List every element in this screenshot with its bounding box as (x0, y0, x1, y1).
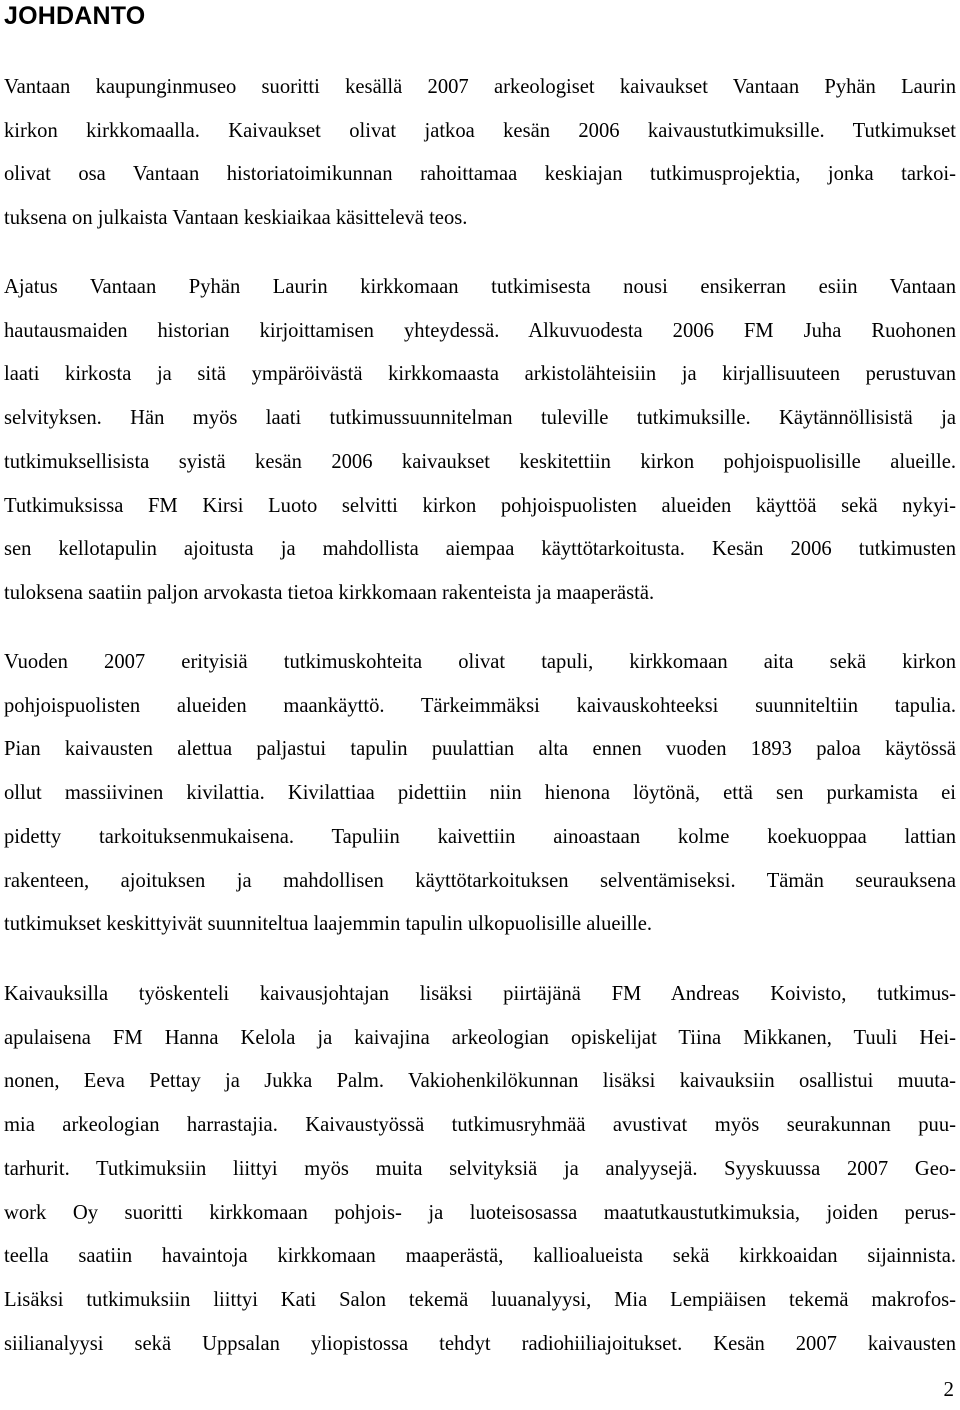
text-line: hautausmaiden historian kirjoittamisen yhteydessä. Alkuvuodesta 2006 FM Juha Ruohonen (4, 319, 956, 342)
text-line: teella saatiin havaintoja kirkkomaan maaperästä, kallioalueista sekä kirkkoaidan sijainnista. (4, 1245, 956, 1268)
document-page (4, 0, 956, 1410)
text-line: Lisäksi tutkimuksiin liittyi Kati Salon tekemä luuanalyysi, Mia Lempiäisen tekemä makrofos- (4, 1288, 956, 1311)
text-line: Vuoden 2007 erityisiä tutkimuskohteita olivat tapuli, kirkkomaan aita sekä kirkon (4, 651, 956, 673)
paragraph-intro (4, 66, 956, 241)
text-line: Vantaan kaupunginmuseo suoritti kesällä 2007 arkeologiset kaivaukset Vantaan Pyhän Laurin (4, 76, 956, 98)
text-line: mia arkeologian harrastajia. Kaivaustyössä tutkimusryhmää avustivat myös seurakunnan puu- (4, 1114, 956, 1137)
text-line: Tutkimuksissa FM Kirsi Luoto selvitti kirkon pohjoispuolisten alueiden käyttöä sekä nykyi- (4, 494, 956, 517)
text-line: siilianalyysi sekä Uppsalan yliopistossa tehdyt radiohiiliajoitukset. Kesän 2007 kaivausten (4, 1332, 956, 1355)
text-line: tutkimukset keskittyivät suunniteltua laajemmin tapulin ulkopuolisille alueille. (4, 913, 653, 936)
text-line: rakenteen, ajoituksen ja mahdollisen käyttötarkoituksen selventämiseksi. Tämän seurauksena (4, 869, 956, 892)
text-line: tuloksena saatiin paljon arvokasta tietoa kirkkomaan rakenteista ja maaperästä. (4, 581, 655, 604)
text-line: nonen, Eeva Pettay ja Jukka Palm. Vakiohenkilökunnan lisäksi kaivauksiin osallistui muuta- (4, 1070, 956, 1093)
paragraph-personnel (4, 973, 956, 1366)
paragraph-background (4, 266, 956, 616)
text-line: Kaivauksilla työskenteli kaivausjohtajan lisäksi piirtäjänä FM Andreas Koivisto, tutkimus- (4, 983, 956, 1005)
text-line: work Oy suoritti kirkkomaan pohjois- ja luoteisosassa maatutkaustutkimuksia, joiden perus- (4, 1201, 956, 1224)
section-heading: JOHDANTO (4, 2, 146, 30)
page-number: 2 (943, 1377, 954, 1401)
text-line: ollut massiivinen kivilattia. Kivilattiaa pidettiin niin hienona löytönä, että sen purkamista ei (4, 782, 956, 805)
text-line: Ajatus Vantaan Pyhän Laurin kirkkomaan tutkimisesta nousi ensikerran esiin Vantaan (4, 276, 956, 298)
text-line: tarhurit. Tutkimuksiin liittyi myös muita selvityksiä ja analyysejä. Syyskuussa 2007 Geo- (4, 1157, 956, 1180)
text-line: Pian kaivausten alettua paljastui tapulin puulattian alta ennen vuoden 1893 paloa käytössä (4, 738, 956, 761)
text-line: selvityksen. Hän myös laati tutkimussuunnitelman tuleville tutkimuksille. Käytännöllisistä ja (4, 407, 956, 430)
paragraph-2007-targets (4, 641, 956, 947)
text-line: tuksena on julkaista Vantaan keskiaikaa käsittelevä teos. (4, 207, 468, 230)
text-line: olivat osa Vantaan historiatoimikunnan rahoittamaa keskiajan tutkimusprojektia, jonka tarkoi- (4, 163, 956, 186)
text-line: pohjoispuolisten alueiden maankäyttö. Tärkeimmäksi kaivauskohteeksi suunniteltiin tapulia. (4, 694, 956, 717)
text-line: pidetty tarkoituksenmukaisena. Tapuliin kaivettiin ainoastaan kolme koekuoppaa lattian (4, 825, 956, 848)
text-line: laati kirkosta ja sitä ympäröivästä kirkkomaasta arkistolähteisiin ja kirjallisuuteen perustuvan (4, 363, 956, 386)
text-line: kirkon kirkkomaalla. Kaivaukset olivat jatkoa kesän 2006 kaivaustutkimuksille. Tutkimukset (4, 119, 956, 142)
text-line: tutkimuksellisista syistä kesän 2006 kaivaukset keskitettiin kirkon pohjoispuolisille alueille. (4, 450, 956, 473)
text-line: sen kellotapulin ajoitusta ja mahdollista aiempaa käyttötarkoitusta. Kesän 2006 tutkimusten (4, 538, 956, 561)
text-line: apulaisena FM Hanna Kelola ja kaivajina arkeologian opiskelijat Tiina Mikkanen, Tuuli Hei- (4, 1026, 956, 1049)
